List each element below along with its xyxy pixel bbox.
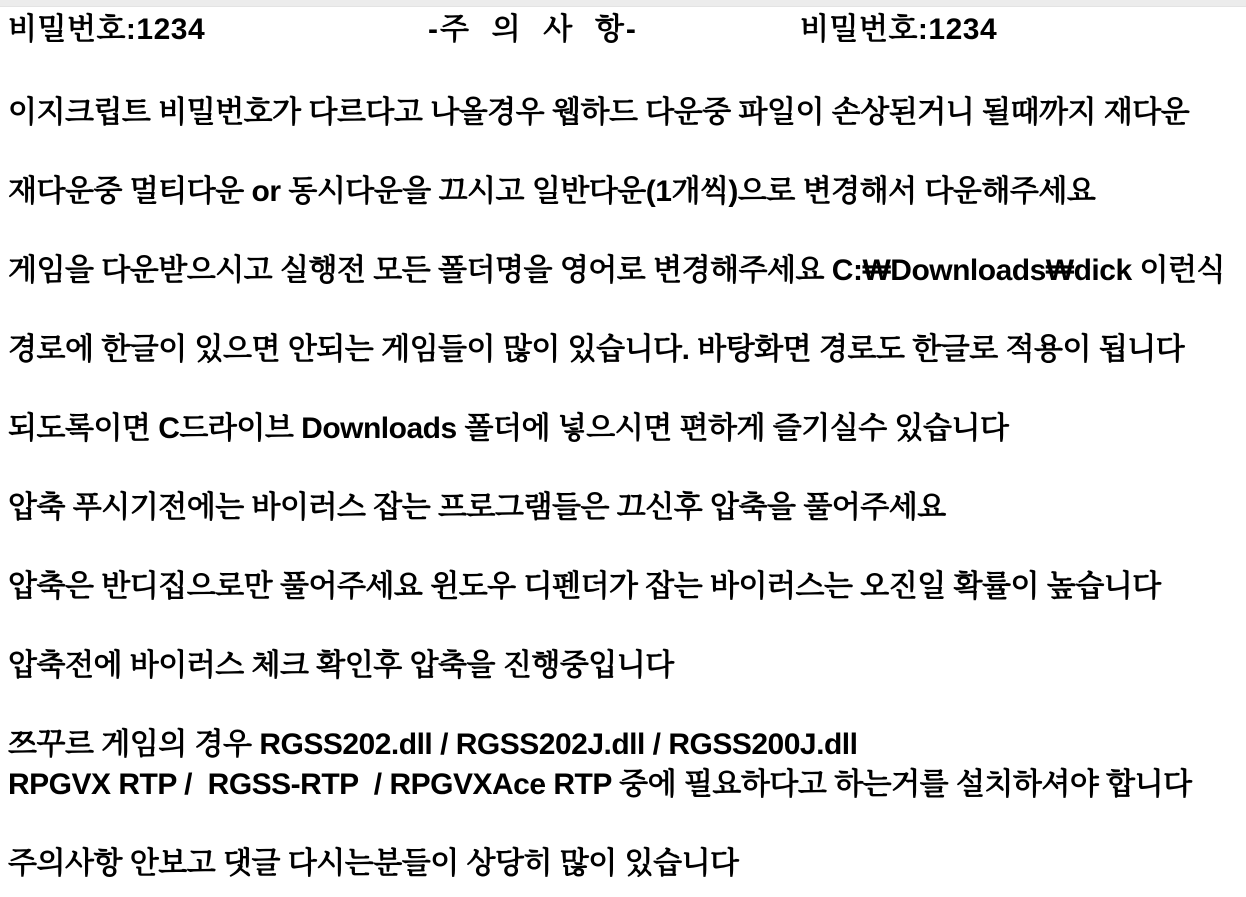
notice-line-read-warning: 주의사항 안보고 댓글 다시는분들이 상당히 많이 있습니다 [8, 847, 739, 880]
password-right: 비밀번호:1234 [800, 13, 998, 46]
notice-line-rgss-dll: 쯔꾸르 게임의 경우 RGSS202.dll / RGSS202J.dll / RGSS200J.dll [8, 728, 858, 761]
notice-line-rtp-install: RPGVX RTP / RGSS-RTP / RPGVXAce RTP 중에 필요하다고 하는거를 설치하셔야 합니다 [8, 768, 1192, 801]
password-left: 비밀번호:1234 [8, 13, 206, 46]
notice-body [8, 93, 1246, 884]
top-strip [0, 0, 1246, 7]
notice-line-virus-check: 압축전에 바이러스 체크 확인후 압축을 진행중입니다 [8, 649, 674, 682]
notice-line-c-drive: 되도록이면 C드라이브 Downloads 폴더에 넣으시면 편하게 즐기실수 있습니다 [8, 412, 1009, 445]
notice-line-korean-path: 경로에 한글이 있으면 안되는 게임들이 많이 있습니다. 바탕화면 경로도 한글로 적용이 됩니다 [8, 333, 1185, 366]
notice-line-redownload: 이지크립트 비밀번호가 다르다고 나올경우 웹하드 다운중 파일이 손상된거니 될때까지 재다운 [8, 96, 1190, 129]
notice-line-rename-folders: 게임을 다운받으시고 실행전 모든 폴더명을 영어로 변경해주세요 C:₩Downloads₩dick 이런식 [8, 254, 1225, 287]
notice-line-single-download: 재다운중 멀티다운 or 동시다운을 끄시고 일반다운(1개씩)으로 변경해서 다운해주세요 [8, 175, 1096, 208]
page-title: -주 의 사 항- [428, 13, 638, 46]
notice-line-antivirus-off: 압축 푸시기전에는 바이러스 잡는 프로그램들은 끄신후 압축을 풀어주세요 [8, 491, 946, 524]
notice-line-bandizip: 압축은 반디집으로만 풀어주세요 윈도우 디펜더가 잡는 바이러스는 오진일 확률이 높습니다 [8, 570, 1161, 603]
